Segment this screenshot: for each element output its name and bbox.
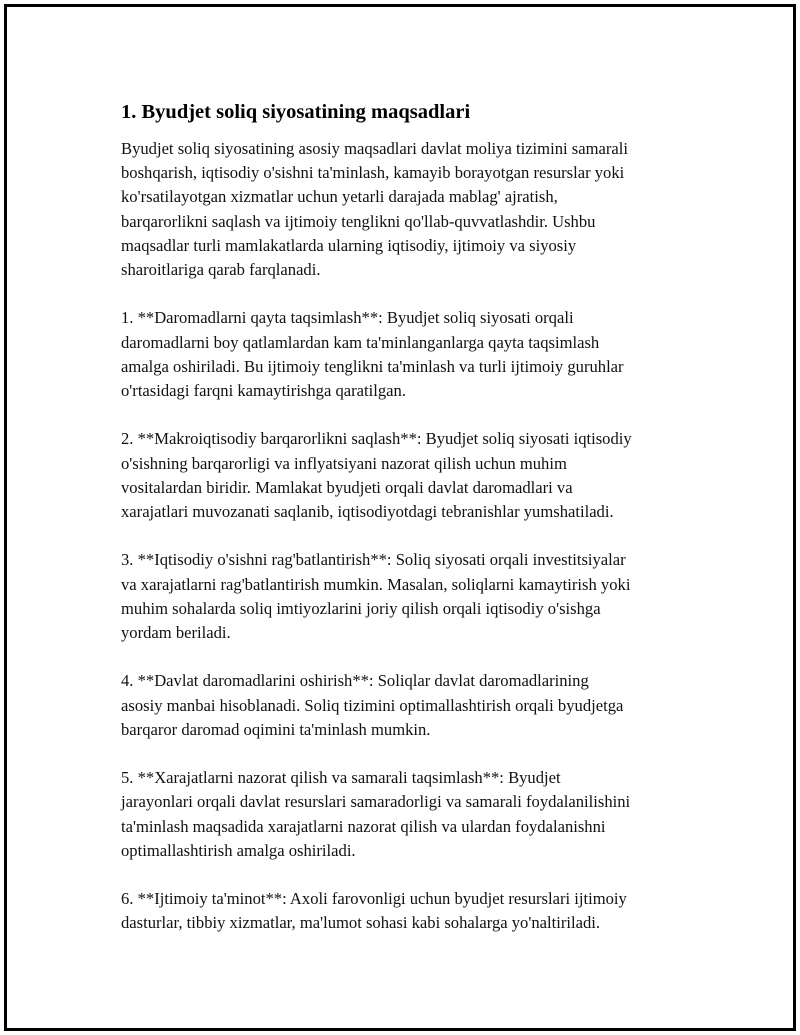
goal-paragraph-3: 3. **Iqtisodiy o'sishni rag'batlantirish**: Soliq siyosati orqali investitsiyalar va xarajatlarni rag'batlantirish mumkin. Masalan, soliqlarni kamaytirish yoki muhim sohalarda soliq imtiyozlarini joriy qilish orqali iqtisodiy o'sishga yordam beriladi. <box>121 550 631 643</box>
goal-paragraph-2: 2. **Makroiqtisodiy barqarorlikni saqlash**: Byudjet soliq siyosati iqtisodiy o'sishning barqarorligi va inflyatsiyani nazorat qilish uchun muhim vositalardan biridir. Mamlakat byudjeti orqali davlat daromadlari va xarajatlari muvozanati saqlanib, iqtisodiyotdagi tebranishlar yumshatiladi. <box>121 429 632 522</box>
goal-paragraph-6: 6. **Ijtimoiy ta'minot**: Axoli farovonligi uchun byudjet resurslari ijtimoiy dasturlar, tibbiy xizmatlar, ma'lumot sohasi kabi sohalarga yo'naltiriladi. <box>121 889 627 933</box>
intro-paragraph: Byudjet soliq siyosatining asosiy maqsadlari davlat moliya tizimini samarali boshqarish, iqtisodiy o'sishni ta'minlash, kamayib borayotgan resurslar yoki ko'rsatilayotgan xizmatlar uchun yetarli darajada mablag' ajratish, barqarorlikni saqlash va ijtimoiy tenglikni qo'llab-quvvatlashdir. Ushbu maqsadlar turli mamlakatlarda ularning iqtisodiy, ijtimoiy va siyosiy sharoitlariga qarab farqlanadi. <box>121 139 628 280</box>
document-page <box>4 4 796 1031</box>
document-body <box>121 99 701 936</box>
goal-paragraph-5: 5. **Xarajatlarni nazorat qilish va samarali taqsimlash**: Byudjet jarayonlari orqali davlat resurslari samaradorligi va samarali foydalanilishini ta'minlash maqsadida xarajatlarni nazorat qilish va ulardan foydalanishni optimallashtirish amalga oshiriladi. <box>121 768 631 860</box>
goal-paragraph-1: 1. **Daromadlarni qayta taqsimlash**: Byudjet soliq siyosati orqali daromadlarni boy qatlamlardan kam ta'minlanganlarga qayta taqsimlash amalga oshiriladi. Bu ijtimoiy tenglikni ta'minlash va turli ijtimoiy guruhlar o'rtasidagi farqni kamaytirishga qaratilgan. <box>121 308 624 401</box>
goal-paragraph-4: 4. **Davlat daromadlarini oshirish**: Soliqlar davlat daromadlarining asosiy manbai hisoblanadi. Soliq tizimini optimallashtirish orqali byudjetga barqaror daromad oqimini ta'minlash mumkin. <box>121 671 624 739</box>
section-heading: 1. Byudjet soliq siyosatining maqsadlari <box>121 101 471 123</box>
